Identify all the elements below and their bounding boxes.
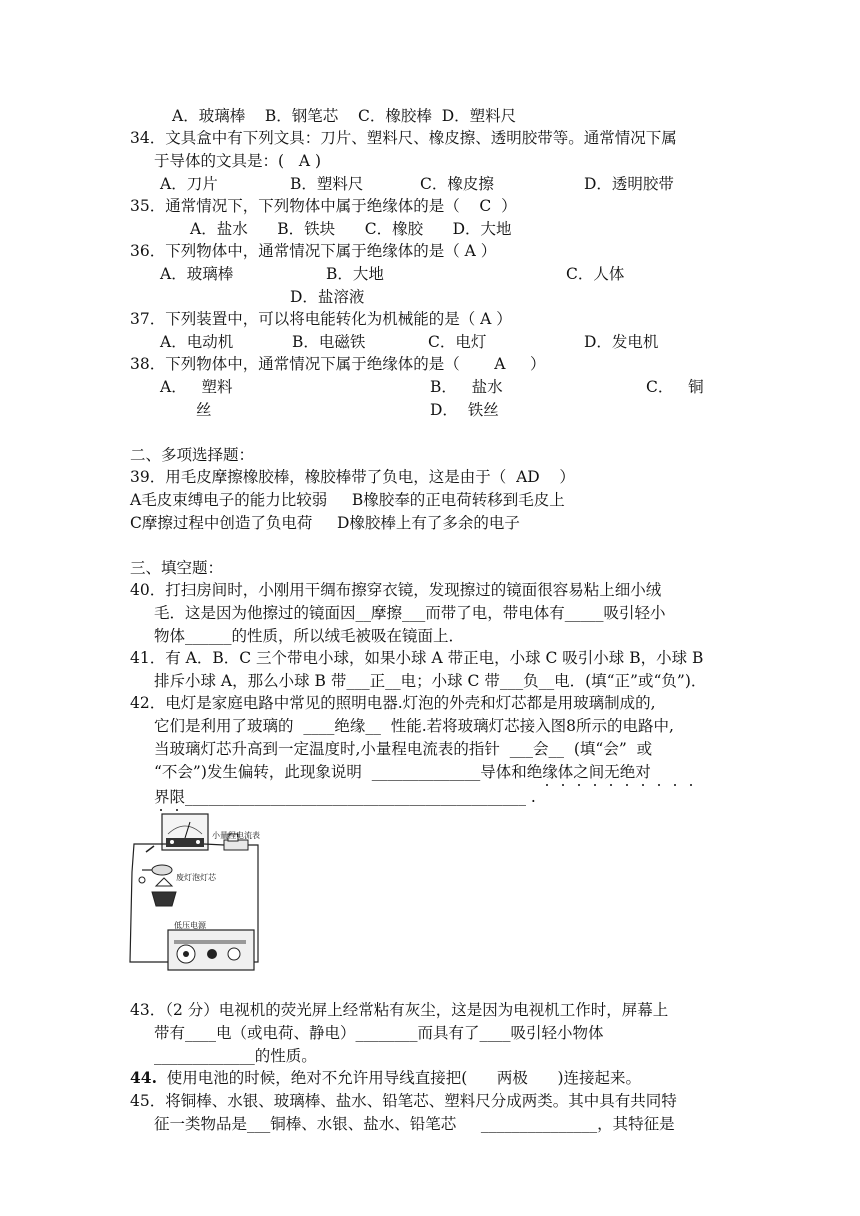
q37-option-d: D．发电机 bbox=[584, 333, 659, 351]
emphasis-dot bbox=[160, 809, 162, 811]
q34-option-c: C．橡皮擦 bbox=[420, 175, 494, 193]
ammeter-label: 小量程电流表 bbox=[212, 831, 260, 840]
q36-option-d: D．盐溶液 bbox=[290, 288, 365, 306]
emphasis-dot bbox=[674, 784, 676, 786]
q37-option-c: C．电灯 bbox=[428, 333, 487, 351]
q43-line3: _____________的性质。 bbox=[154, 1047, 317, 1065]
q42-line4: “不会”)发生偏转，此现象说明 ______________导体和绝缘体之间无绝对 bbox=[154, 763, 651, 781]
q40-line2: 毛．这是因为他擦过的镜面因__摩擦___而带了电，带电体有_____吸引轻小 bbox=[154, 604, 666, 622]
burner-icon bbox=[152, 892, 176, 906]
q44-number: 44. bbox=[130, 1068, 157, 1087]
q38-option-a-cont: 丝 bbox=[196, 401, 212, 419]
q36-option-a: A．玻璃棒 bbox=[160, 265, 234, 283]
emphasis-dot bbox=[546, 784, 548, 786]
q35-stem: 35．通常情况下，下列物体中属于绝缘体的是（ C ） bbox=[130, 197, 517, 215]
q43-line1: 43．（2 分）电视机的荧光屏上经常粘有灰尘，这是因为电视机工作时，屏幕上 bbox=[130, 1001, 669, 1019]
q37-option-b: B．电磁铁 bbox=[292, 333, 366, 351]
emphasis-dot bbox=[626, 784, 628, 786]
section3-heading: 三、填空题： bbox=[130, 559, 224, 577]
q34-option-b: B．塑料尺 bbox=[290, 175, 364, 193]
emphasis-dot bbox=[610, 784, 612, 786]
q36-option-b: B．大地 bbox=[326, 265, 384, 283]
q38-option-b: B． 盐水 bbox=[430, 378, 503, 396]
q33-options: A．玻璃棒 B．钢笔芯 C．橡胶棒 D．塑料尺 bbox=[172, 107, 517, 125]
ammeter-terminal bbox=[196, 840, 200, 844]
lamp-core-icon bbox=[152, 865, 172, 875]
circuit-figure bbox=[128, 812, 262, 972]
q45-line2: 征一类物品是___铜棒、水银、盐水、铅笔芯 _______________，其特征是 bbox=[154, 1115, 675, 1133]
q38-option-a: A． 塑料 bbox=[160, 378, 233, 396]
q37-stem: 37．下列装置中，可以将电能转化为机械能的是（ A ） bbox=[130, 310, 512, 328]
q42-line2: 它们是利用了玻璃的 ____绝缘__ 性能.若将玻璃灯芯接入图8所示的电路中, bbox=[154, 717, 674, 735]
q34-option-d: D．透明胶带 bbox=[584, 175, 674, 193]
q42-line1: 42．电灯是家庭电路中常见的照明电器.灯泡的外壳和灯芯都是用玻璃制成的, bbox=[130, 694, 656, 712]
q40-line1: 40．打扫房间时，小刚用干绸布擦穿衣镜，发现擦过的镜面很容易粘上细小绒 bbox=[130, 581, 662, 599]
q34-option-a: A．刀片 bbox=[160, 175, 218, 193]
q43-line2: 带有____电（或电荷、静电）________而具有了____吸引轻小物体 bbox=[154, 1024, 604, 1042]
q36-option-c: C．人体 bbox=[566, 265, 625, 283]
emphasis-dot bbox=[562, 784, 564, 786]
q41-line1: 41．有 A．B．C 三个带电小球，如果小球 A 带正电，小球 C 吸引小球 B，小球 B bbox=[130, 649, 704, 667]
burner-flame bbox=[156, 878, 172, 886]
power-supply-label: 低压电源 bbox=[174, 921, 206, 930]
q39-options-ab: A毛皮束缚电子的能力比较弱 B橡胶奉的正电荷转移到毛皮上 bbox=[130, 491, 565, 509]
q38-option-d: D． 铁丝 bbox=[430, 401, 499, 419]
q34-stem-line2: 于导体的文具是：( A ) bbox=[154, 152, 321, 170]
q39-options-cd: C摩擦过程中创造了负电荷 D橡胶棒上有了多余的电子 bbox=[130, 514, 520, 532]
emphasis-dot bbox=[176, 809, 178, 811]
emphasis-dot bbox=[578, 784, 580, 786]
section2-heading: 二、多项选择题： bbox=[130, 446, 255, 464]
emphasis-dot bbox=[594, 784, 596, 786]
q45-line1: 45．将铜棒、水银、玻璃棒、盐水、铅笔芯、塑料尺分成两类。其中具有共同特 bbox=[130, 1092, 677, 1110]
emphasis-dot bbox=[642, 784, 644, 786]
q41-line2: 排斥小球 A，那么小球 B 带___正__电；小球 C 带___负__电．(填“正”或“负”)． bbox=[154, 672, 707, 690]
q42-line5: 界限____________________________________________ . bbox=[154, 788, 536, 806]
q34-stem-line1: 34．文具盒中有下列文具：刀片、塑料尺、橡皮擦、透明胶带等。通常情况下属 bbox=[130, 129, 677, 147]
ammeter-terminal bbox=[170, 840, 174, 844]
q44-text: 使用电池的时候，绝对不允许用导线直接把( 两极 )连接起来。 bbox=[152, 1069, 642, 1087]
q35-options: A．盐水 B．铁块 C．橡胶 D．大地 bbox=[190, 220, 512, 238]
q37-option-a: A．电动机 bbox=[160, 333, 234, 351]
emphasis-dot bbox=[658, 784, 660, 786]
q36-stem: 36．下列物体中，通常情况下属于绝缘体的是（ A ） bbox=[130, 242, 497, 260]
q40-line3: 物体______的性质，所以绒毛被吸在镜面上． bbox=[154, 627, 465, 645]
lamp-core-label: 废灯泡灯芯 bbox=[176, 873, 216, 882]
q39-stem: 39．用毛皮摩擦橡胶棒，橡胶棒带了负电，这是由于（ AD ） bbox=[130, 468, 575, 486]
q38-stem: 38．下列物体中，通常情况下属于绝缘体的是（ A ） bbox=[130, 355, 546, 373]
q42-line3: 当玻璃灯芯升高到一定温度时,小量程电流表的指针 ___会__ (填“会” 或 bbox=[154, 740, 653, 758]
q38-option-c: C． 铜 bbox=[646, 378, 704, 396]
emphasis-dot bbox=[690, 784, 692, 786]
